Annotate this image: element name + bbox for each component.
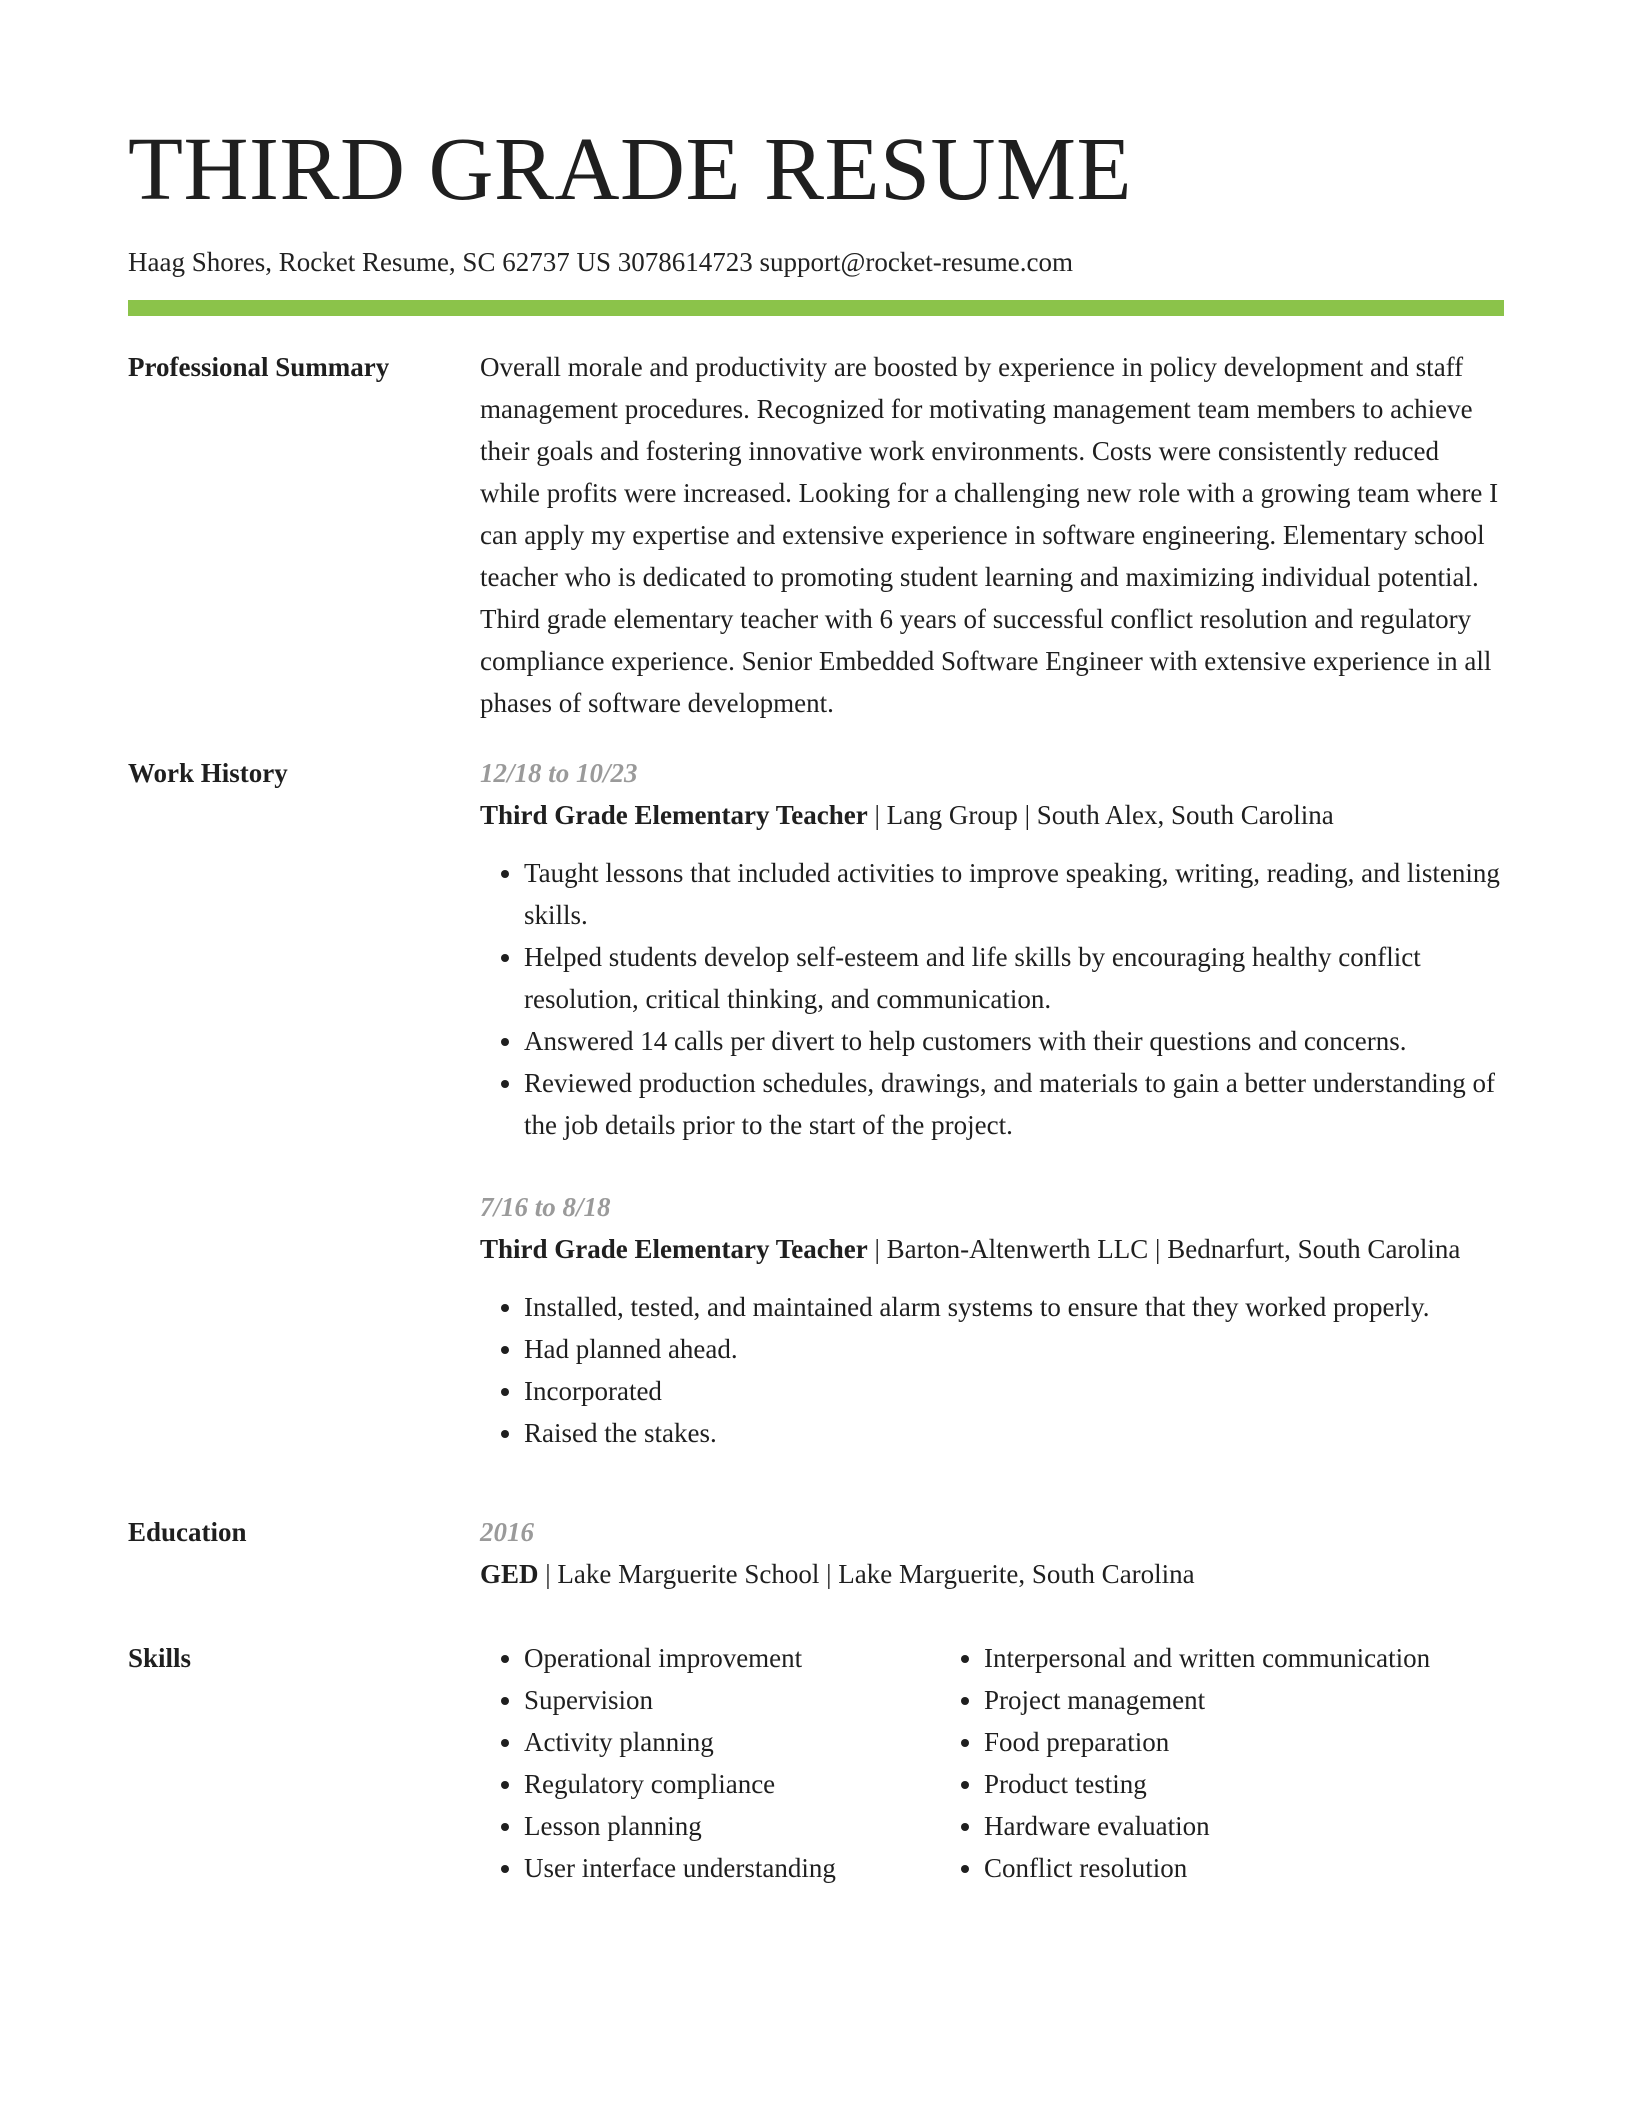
- skills-list: [940, 1637, 1460, 1889]
- list-item: • Food preparation: [984, 1721, 1460, 1763]
- job-dates: 7/16 to 8/18: [480, 1192, 611, 1222]
- list-item: • Project management: [984, 1679, 1460, 1721]
- summary-section: [128, 346, 1504, 724]
- section-label: Skills: [128, 1643, 192, 1673]
- list-item: • Supervision: [524, 1679, 940, 1721]
- work-history-section: [128, 752, 1504, 1454]
- list-item: • Hardware evaluation: [984, 1805, 1460, 1847]
- skills-list: [480, 1637, 940, 1889]
- list-item: • Lesson planning: [524, 1805, 940, 1847]
- list-item: • Product testing: [984, 1763, 1460, 1805]
- list-item: • Helped students develop self-esteem and life skills by encouraging healthy conflict resolution, critical thinking, and communication.: [524, 936, 1504, 1020]
- list-item: • Regulatory compliance: [524, 1763, 940, 1805]
- education-degree: GED: [480, 1559, 539, 1589]
- accent-divider: [128, 300, 1504, 316]
- list-item: • Activity planning: [524, 1721, 940, 1763]
- list-item: • Installed, tested, and maintained alarm systems to ensure that they worked properly.: [524, 1286, 1504, 1328]
- job-title: Third Grade Elementary Teacher: [480, 1234, 868, 1264]
- list-item: • Interpersonal and written communication: [984, 1637, 1460, 1679]
- skills-columns: [480, 1637, 1504, 1889]
- list-item: • Raised the stakes.: [524, 1412, 1504, 1454]
- job-entry: [480, 752, 1504, 1146]
- job-role: [480, 1228, 1504, 1270]
- resume-title: THIRD GRADE RESUME: [128, 120, 1133, 219]
- list-item: • Operational improvement: [524, 1637, 940, 1679]
- list-item: • User interface understanding: [524, 1847, 940, 1889]
- education-year: 2016: [480, 1517, 534, 1547]
- job-bullets: [480, 852, 1504, 1146]
- job-title: Third Grade Elementary Teacher: [480, 800, 868, 830]
- resume-header: [128, 118, 1504, 316]
- list-item: • Incorporated: [524, 1370, 1504, 1412]
- section-label: Education: [128, 1517, 247, 1547]
- summary-text: Overall morale and productivity are boosted by experience in policy development and staff management procedures. Recognized for motivating management team members to achieve their goals and fostering innovative work environments. Costs were consistently reduced while profits were increased. Looking for a challenging new role with a growing team where I can apply my expertise and extensive experience in software engineering. Elementary school teacher who is dedicated to promoting student learning and maximizing individual potential. Third grade elementary teacher with 6 years of successful conflict resolution and regulatory compliance experience. Senior Embedded Software Engineer with extensive experience in all phases of software development.: [480, 352, 1499, 718]
- list-item: • Answered 14 calls per divert to help customers with their questions and concerns.: [524, 1020, 1504, 1062]
- list-item: • Conflict resolution: [984, 1847, 1460, 1889]
- education-details: | Lake Marguerite School | Lake Marguerite, South Carolina: [538, 1559, 1195, 1589]
- contact-line: Haag Shores, Rocket Resume, SC 62737 US 3078614723 support@rocket-resume.com: [128, 247, 1073, 277]
- job-details: | Barton-Altenwerth LLC | Bednarfurt, South Carolina: [867, 1234, 1461, 1264]
- job-bullets: [480, 1286, 1504, 1454]
- section-label: Professional Summary: [128, 352, 390, 382]
- skills-section: [128, 1637, 1504, 1889]
- job-entry: [480, 1186, 1504, 1454]
- section-label: Work History: [128, 758, 288, 788]
- list-item: • Reviewed production schedules, drawings, and materials to gain a better understanding of the job details prior to the start of the project.: [524, 1062, 1504, 1146]
- job-dates: 12/18 to 10/23: [480, 758, 638, 788]
- education-section: [128, 1511, 1504, 1595]
- list-item: • Had planned ahead.: [524, 1328, 1504, 1370]
- job-role: [480, 794, 1504, 836]
- job-details: | Lang Group | South Alex, South Carolina: [867, 800, 1334, 830]
- education-entry: [480, 1553, 1504, 1595]
- list-item: • Taught lessons that included activities to improve speaking, writing, reading, and listening skills.: [524, 852, 1504, 936]
